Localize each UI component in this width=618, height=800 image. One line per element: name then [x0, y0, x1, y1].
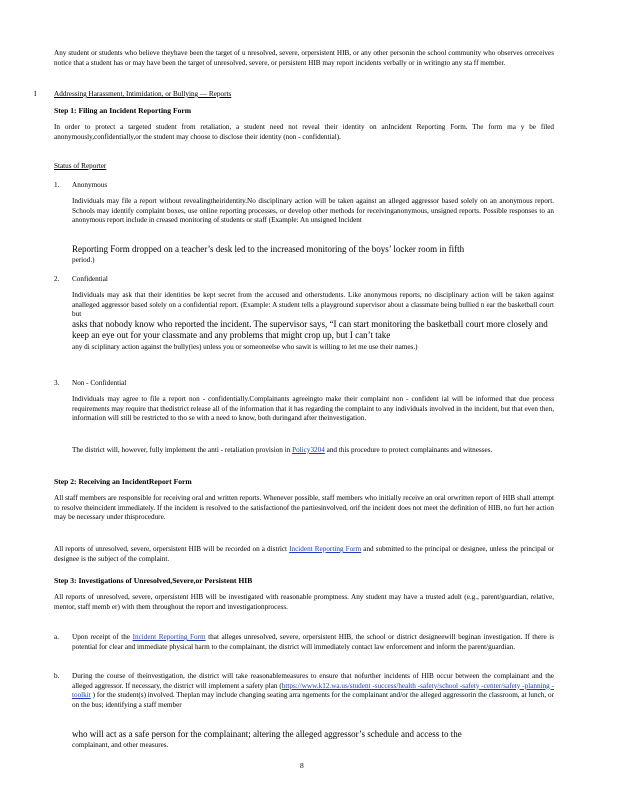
step3-item-a-pre: Upon receipt of the	[72, 633, 130, 641]
item2-text-end: any di sciplinary action against the bully(ies) unless you or someoneelse who sawit is willing to let me use their names.)	[72, 343, 418, 351]
item2-text: Individuals may ask that their identities be kept secret from the accused and otherstudents. Like anonymous reports, no disciplinary action will be taken against analleged aggressor based solely on a confidential report. (Example: A student tells a playground supervisor about a classmate being bullied n ear the basketball court but	[72, 291, 554, 319]
item1-text-large: Reporting Form dropped on a teacher’s desk led to the increased monitoring of the boys’ locker room in fifth	[72, 244, 465, 254]
step3-item-b-text-large: who will act as a safe person for the complainant; altering the alleged aggressor’s schedule and access to the	[72, 729, 462, 739]
step3-item-a-number: a.	[54, 633, 59, 641]
step3-item-a-post: that alleges unresolved, severe, orpersistent HIB, the school or district designeewill beginan investigation. If there is potential for clear and immediate physical harm to the complainant, the district will immediately contact law enforcement and inform the parent/guardian.	[72, 633, 555, 651]
step3-item-b-number: b.	[54, 672, 60, 680]
item3-policy-paragraph	[72, 446, 554, 456]
step3-body: All reports of unresolved, severe, orpersistent HIB will be investigated with reasonable promptness. Any student may have a trusted adult (e.g., parent/guardian, relative, mentor, staff memb er) with them throughout the report and investigationprocess.	[54, 593, 554, 611]
item3-number: 3.	[54, 379, 60, 387]
step1-body: In order to protect a targeted student from retaliation, a student need not reveal their identity on anIncident Reporting Form. The form ma y be filed anonymously,confidentially,or the student may choose to disclose their identity (non - confidential).	[54, 123, 554, 141]
step3-item-a-text	[72, 633, 554, 652]
item2-number: 2.	[54, 275, 60, 283]
step2-heading: Step 2: Receiving an IncidentReport Form	[54, 477, 192, 486]
item3-label: Non - Confidential	[72, 379, 127, 387]
step2-body2-post: and submitted to the principal or designee, unless the principal or designee is the subject of the complaint.	[54, 545, 555, 563]
step3-item-b-post: ) for the student(s) involved. Theplan may include changing seating arra ngements for the complainant and/or the alleged aggressorin the classroom, at lunch, or on the bus; identifying a staff member	[72, 691, 554, 709]
step2-body2	[54, 545, 554, 564]
safety-planning-toolkit-link[interactable]: https://www.k12.wa.us/student -success/health -safety/school -safety -center/safety -planning -toolkit	[72, 681, 555, 700]
item1-text-end: period.)	[72, 256, 95, 264]
step2-body2-pre: All reports of unresolved, severe, orpersistent HIB will be recorded on a district	[54, 545, 288, 553]
policy-3204-link[interactable]: Policy3204	[292, 446, 325, 454]
step3-heading: Step 3: Investigations of Unresolved,Severe,or Persistent HIB	[54, 576, 253, 585]
incident-reporting-form-link-2[interactable]: Incident Reporting Form	[132, 633, 206, 641]
item3-policy-pre: The district will, however, fully implement the anti - retaliation provision in	[72, 446, 291, 454]
incident-reporting-form-link[interactable]: Incident Reporting Form	[289, 545, 362, 553]
item1-label: Anonymous	[72, 181, 108, 189]
page-number: 8	[300, 761, 304, 770]
section-marker: I	[34, 90, 37, 98]
item2-label: Confidential	[72, 275, 108, 283]
item3-text: Individuals may agree to file a report non - confidentially.Complainants agreeingto make their complaint non - confident ial will be informed that due process requirements may require that thedistrict release all of the information that it has regarding the complaint to any individuals involved in the incident, but that even then, information will still be restricted to tho se with a need to know, both duringand after theinvestigation.	[72, 395, 554, 423]
item3-policy-post: and this procedure to protect complainants and witnesses.	[326, 446, 493, 454]
item1-text: Individuals may file a report without revealingtheiridentity.No disciplinary action will be taken against an alleged aggressor based solely on an anonymous report. Schools may identify complaint boxes, use online reporting processes, or develop other methods for receivinganonymous, unsigned reports. Possible responses to an anonymous report include in creased monitoring of students or staff (Example: An unsigned Incident	[72, 197, 554, 225]
item1-number: 1.	[54, 181, 60, 189]
step3-item-b-pre: During the course of theinvestigation, the district will take reasonablemeasures to ensure that nofurther incidents of HIB occur between the complainant and the alleged aggressor. If necessary, the district will implement a safety plan (	[72, 672, 554, 690]
intro-paragraph: Any student or students who believe theyhave been the target of u nresolved, severe, orpersistent HIB, or any other personin the school community who observes orreceives notice that a student has or may have been the target of unresolved, severe, or persistent HIB may report incidents verbally or in writingto any sta ff member.	[54, 49, 554, 67]
status-heading: Status of Reporter	[54, 162, 107, 170]
step3-item-b-text	[72, 672, 554, 710]
section-title: Addressing Harassment, Intimidation, or Bullying — Reports	[54, 90, 232, 98]
step2-body: All staff members are responsible for receiving oral and written reports. Whenever possible, staff members who initially receive an oral orwritten report of HIB shall attempt to resolve theincident immediately. If the incident is resolved to the satisfactionof the partiesinvolved, orif the incident does not meet the definition of HIB, no furt her action may be necessary under thisprocedure.	[54, 494, 554, 522]
item2-text-large: asks that nobody know who reported the incident. The supervisor says, “I can start monitoring the basketball court more closely and keep an eye out for your classmate and any problems that might crop up, but I can’t take	[72, 319, 548, 340]
step1-heading: Step 1: Filing an Incident Reporting Form	[54, 106, 192, 115]
step3-item-b-text-end: complainant, and other measures.	[72, 741, 169, 749]
